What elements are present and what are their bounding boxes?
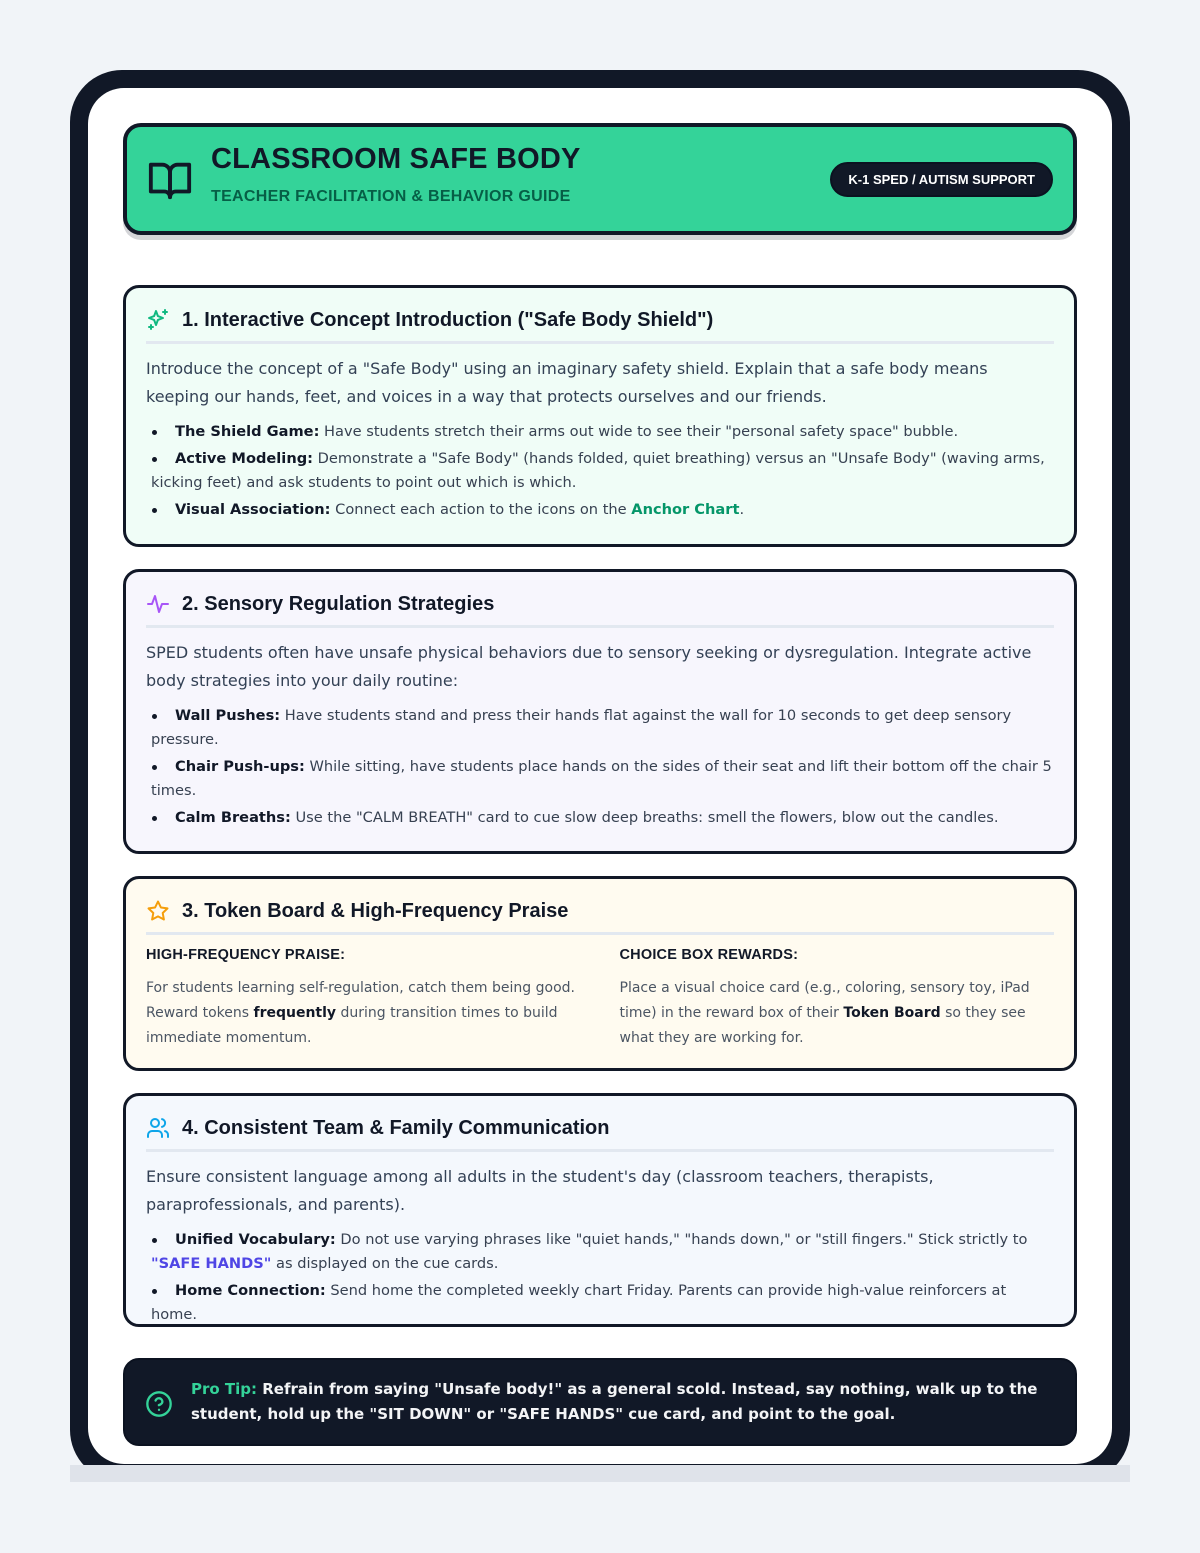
bullet-icon — [152, 430, 157, 435]
section-title — [146, 899, 1054, 935]
book-open-icon — [147, 157, 193, 203]
page-subtitle: TEACHER FACILITATION & BEHAVIOR GUIDE — [211, 188, 571, 205]
list-item: Chair Push-ups: While sitting, have students place hands on the sides of their seat and lift their bottom off the chair 5 times. — [151, 758, 1052, 799]
guide-page — [88, 88, 1112, 1464]
rewards-column — [620, 947, 1055, 1051]
column-heading: HIGH-FREQUENCY PRAISE: — [146, 947, 346, 963]
section-intro: Introduce the concept of a "Safe Body" using an imaginary safety shield. Explain that a safe body means keeping our hands, feet, and voices in a way that protects ourselves and our friends. — [146, 359, 988, 406]
pro-tip-banner — [123, 1358, 1077, 1446]
section-title — [146, 1116, 1054, 1152]
section-title-text: 2. Sensory Regulation Strategies — [182, 592, 495, 615]
safe-hands-highlight: "SAFE HANDS" — [151, 1255, 272, 1272]
list-item: Home Connection: Send home the completed weekly chart Friday. Parents can provide high-value reinforcers at home. — [151, 1282, 1007, 1323]
bullet-icon — [152, 1289, 157, 1294]
section-intro: Ensure consistent language among all adults in the student's day (classroom teachers, therapists, paraprofessionals, and parents). — [146, 1167, 934, 1214]
bullet-icon — [152, 457, 157, 462]
section-title — [146, 308, 1054, 344]
list-item: Wall Pushes: Have students stand and press their hands flat against the wall for 10 seconds to get deep sensory pressure. — [151, 707, 1012, 748]
bullet-icon — [152, 714, 157, 719]
users-icon — [146, 1116, 170, 1140]
frame-shadow — [70, 1465, 1130, 1482]
section-title-text: 1. Interactive Concept Introduction ("Safe Body Shield") — [182, 308, 714, 331]
strategy-list — [146, 704, 1054, 830]
question-circle-icon — [145, 1390, 173, 1418]
list-item: Active Modeling: Demonstrate a "Safe Body" (hands folded, quiet breathing) versus an "Unsafe Body" (waving arms, kicking feet) and ask students to point out which is which. — [151, 450, 1045, 491]
section-sensory-regulation — [123, 569, 1077, 854]
anchor-chart-highlight: Anchor Chart — [631, 501, 740, 518]
section-title-text: 4. Consistent Team & Family Communication — [182, 1116, 610, 1139]
pulse-icon — [146, 592, 170, 616]
list-item: Visual Association: Connect each action to the icons on the Anchor Chart. — [146, 498, 1054, 522]
section-title-text: 3. Token Board & High-Frequency Praise — [182, 899, 569, 922]
column-text: For students learning self-regulation, catch them being good. Reward tokens frequently during transition times to build immediate momentum. — [146, 980, 575, 1046]
pro-tip-label: Pro Tip: — [191, 1380, 258, 1398]
star-icon — [146, 899, 170, 923]
page-frame — [70, 70, 1130, 1482]
column-text: Place a visual choice card (e.g., coloring, sensory toy, iPad time) in the reward box of their Token Board so they see what they are working for. — [619, 980, 1030, 1046]
section-title — [146, 592, 1054, 628]
page-title: CLASSROOM SAFE BODY — [211, 143, 581, 175]
section-token-board — [123, 876, 1077, 1071]
list-item: The Shield Game: Have students stretch their arms out wide to see their "personal safety space" bubble. — [146, 420, 1054, 444]
bullet-icon — [152, 508, 157, 513]
section-intro: SPED students often have unsafe physical behaviors due to sensory seeking or dysregulation. Integrate active body strategies into your daily routine: — [146, 643, 1032, 690]
pro-tip-text: Pro Tip: Refrain from saying "Unsafe body!" as a general scold. Instead, say nothing, walk up to the student, hold up the "SIT DOWN" or "SAFE HANDS" cue card, and point to the goal. — [191, 1380, 1038, 1423]
section-team-communication — [123, 1093, 1077, 1327]
grade-badge: K-1 SPED / AUTISM SUPPORT — [830, 162, 1053, 197]
two-column-content — [146, 947, 1054, 1051]
praise-column — [146, 947, 581, 1051]
list-item: Calm Breaths: Use the "CALM BREATH" card to cue slow deep breaths: smell the flowers, blow out the candles. — [146, 806, 1054, 830]
strategy-list — [146, 420, 1054, 522]
column-heading: CHOICE BOX REWARDS: — [619, 947, 799, 963]
bullet-icon — [152, 816, 157, 821]
list-item: Unified Vocabulary: Do not use varying phrases like "quiet hands," "hands down," or "still fingers." Stick strictly to "SAFE HANDS" as displayed on the cue cards. — [151, 1231, 1028, 1272]
section-concept-introduction — [123, 285, 1077, 547]
bullet-icon — [152, 765, 157, 770]
bullet-icon — [152, 1238, 157, 1243]
strategy-list — [146, 1228, 1054, 1327]
guide-header — [123, 123, 1077, 235]
sparkles-icon — [146, 308, 170, 332]
